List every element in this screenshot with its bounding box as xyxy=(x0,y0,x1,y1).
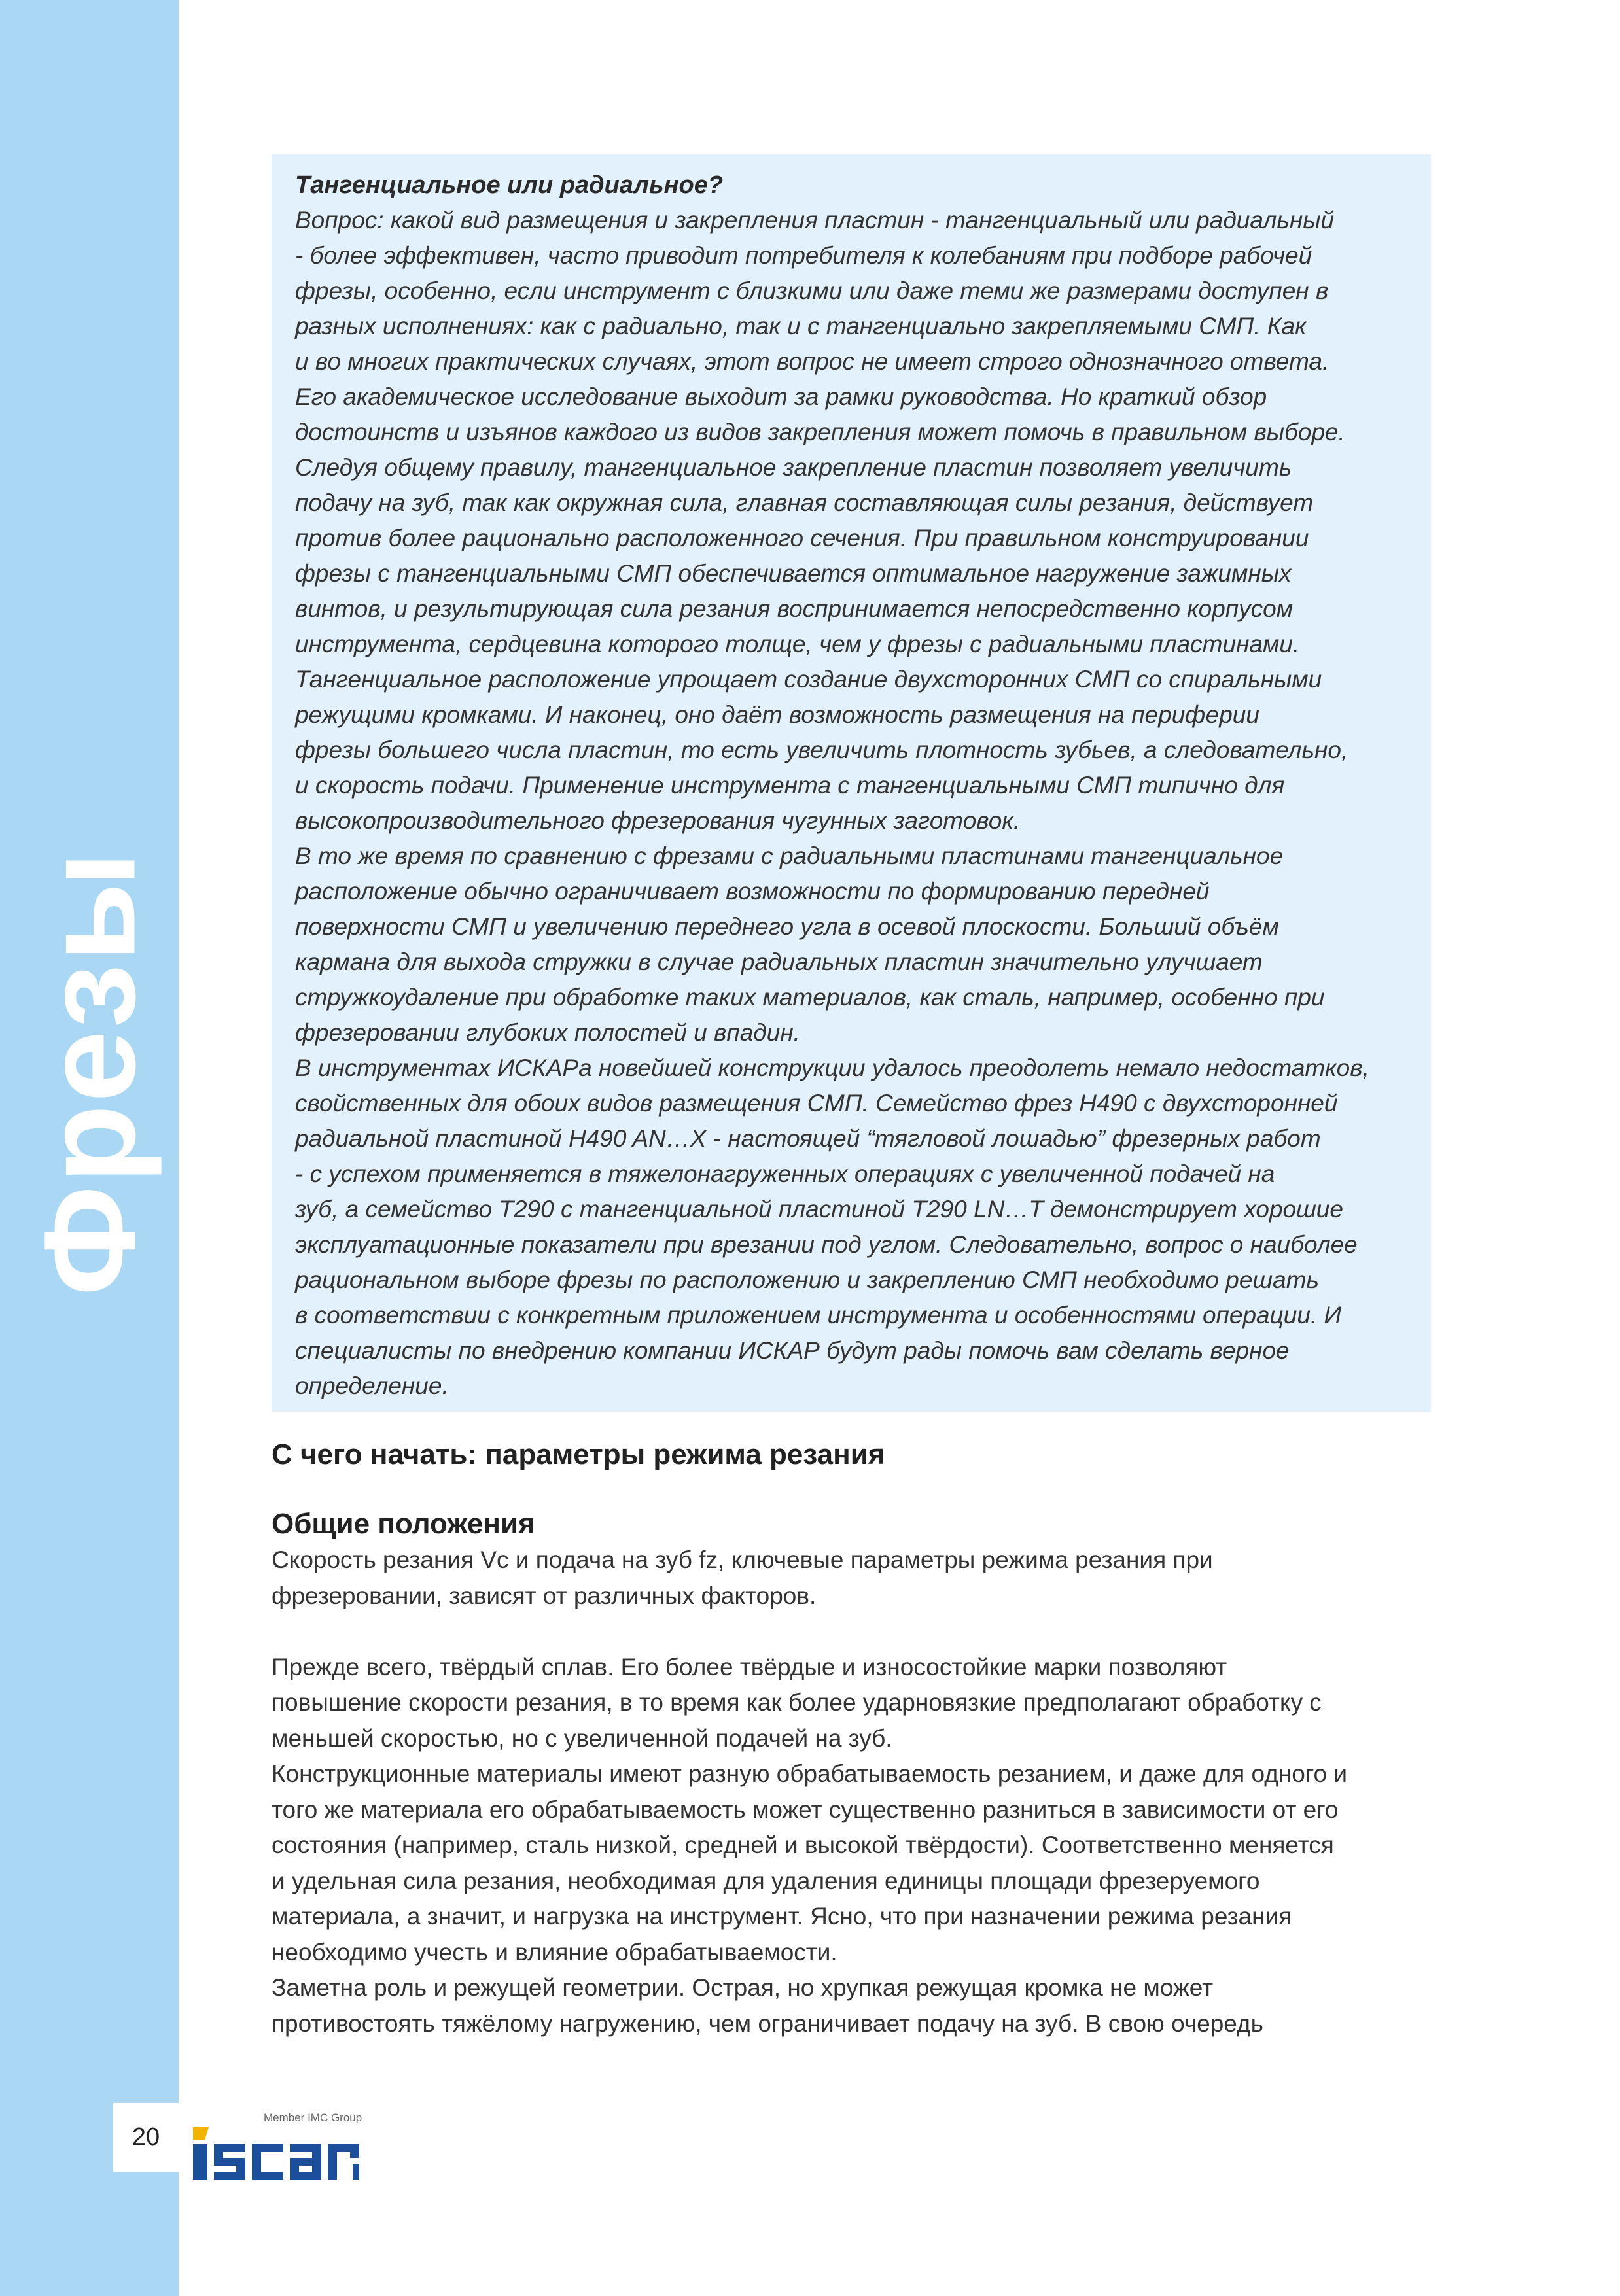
callout-text-line: В то же время по сравнению с фрезами с радиальными пластинами тангенциальное xyxy=(295,843,1284,869)
paragraph-line: того же материала его обрабатываемость может существенно разниться в зависимости от его xyxy=(272,1796,1339,1823)
callout-text-line: и скорость подачи. Применение инструмента с тангенциальными СМП типично для xyxy=(295,772,1285,799)
paragraph-line: меньшей скоростью, но с увеличенной подачей на зуб. xyxy=(272,1724,892,1752)
callout-text-line: Следуя общему правилу, тангенциальное закрепление пластин позволяет увеличить xyxy=(295,454,1292,481)
paragraph-line: фрезеровании, зависят от различных факторов. xyxy=(272,1582,817,1609)
callout-text-line: В инструментах ИСКАРа новейшей конструкции удалось преодолеть немало недостатков, xyxy=(295,1054,1369,1081)
paragraph-line: состояния (например, сталь низкой, средней и высокой твёрдости). Соответственно меняется xyxy=(272,1832,1334,1858)
callout-text-line: подачу на зуб, так как окружная сила, главная составляющая силы резания, действует xyxy=(295,489,1314,516)
callout-text-line: специалисты по внедрению компании ИСКАР будут рады помочь вам сделать верное xyxy=(295,1337,1290,1364)
callout-text-line: Его академическое исследование выходит за рамки руководства. Но краткий обзор xyxy=(295,383,1267,410)
callout-text-line: свойственных для обоих видов размещения СМП. Семейство фрез H490 с двухсторонней xyxy=(295,1090,1338,1117)
callout-text-line: режущими кромками. И наконец, оно даёт возможность размещения на периферии xyxy=(295,701,1259,728)
iscar-logo xyxy=(192,2112,388,2183)
paragraph-line: Конструкционные материалы имеют разную обрабатываемость резанием, и даже для одного и xyxy=(272,1760,1348,1787)
callout-text-line: высокопроизводительного фрезерования чугунных заготовок. xyxy=(295,807,1021,834)
callout-text-line: эксплуатационные показатели при врезании под углом. Следовательно, вопрос о наиболее xyxy=(295,1231,1358,1258)
paragraph-line: материала, а значит, и нагрузка на инструмент. Ясно, что при назначении режима резания xyxy=(272,1903,1292,1930)
callout-text-line: в соответствии с конкретным приложением инструмента и особенностями операции. И xyxy=(295,1302,1341,1329)
callout-text-line: фрезеровании глубоких полостей и впадин. xyxy=(295,1019,800,1046)
page-number: 20 xyxy=(113,2103,179,2172)
section-side-title: Фрезы xyxy=(17,849,162,1296)
paragraph-line: Скорость резания Vc и подача на зуб fz, ключевые параметры режима резания при xyxy=(272,1546,1213,1573)
callout-text-line: против более рационально расположенного сечения. При правильном конструировании xyxy=(295,525,1309,551)
callout-text-line: разных исполнениях: как с радиально, так и с тангенциально закрепляемыми СМП. Как xyxy=(295,313,1307,339)
paragraph-line: необходимо учесть и влияние обрабатываемости. xyxy=(272,1938,837,1966)
callout-text-line: и во многих практических случаях, этот вопрос не имеет строго однозначного ответа. xyxy=(295,348,1329,375)
info-callout-box xyxy=(272,154,1431,1412)
callout-text-line: - с успехом применяется в тяжелонагруженных операциях с увеличенной подачей на xyxy=(295,1160,1275,1187)
paragraph-details xyxy=(272,1650,1431,2042)
paragraph-line: противостоять тяжёлому нагружению, чем ограничивает подачу на зуб. В свою очередь xyxy=(272,2009,1263,2037)
callout-text-line: рациональном выборе фрезы по расположению и закреплению СМП необходимо решать xyxy=(295,1266,1319,1293)
logo-tagline: Member IMC Group xyxy=(264,2112,362,2124)
callout-title: Тангенциальное или радиальное? xyxy=(295,171,724,199)
callout-text-line: достоинств и изъянов каждого из видов закрепления может помочь в правильном выборе. xyxy=(295,419,1345,445)
callout-text-line: определение. xyxy=(295,1372,449,1399)
main-content xyxy=(272,1436,1431,2042)
callout-text-line: расположение обычно ограничивает возможности по формированию передней xyxy=(295,878,1210,905)
callout-text-line: винтов, и результирующая сила резания воспринимается непосредственно корпусом xyxy=(295,595,1294,622)
paragraph-line: Прежде всего, твёрдый сплав. Его более твёрдые и износостойкие марки позволяют xyxy=(272,1653,1227,1680)
callout-text xyxy=(295,203,1407,1404)
paragraph-line: повышение скорости резания, в то время как более ударновязкие предполагают обработку с xyxy=(272,1689,1322,1716)
callout-text-line: зуб, а семейство T290 с тангенциальной пластиной T290 LN…T демонстрирует хорошие xyxy=(295,1196,1343,1223)
paragraph-gap xyxy=(272,1614,1431,1650)
callout-text-line: поверхности СМП и увеличению переднего угла в осевой плоскости. Больший объём xyxy=(295,913,1279,940)
callout-text-line: фрезы, особенно, если инструмент с близкими или даже теми же размерами доступен в xyxy=(295,277,1329,304)
paragraph-line: Заметна роль и режущей геометрии. Острая, но хрупкая режущая кромка не может xyxy=(272,1974,1214,2001)
callout-text-line: Вопрос: какой вид размещения и закрепления пластин - тангенциальный или радиальный xyxy=(295,207,1335,234)
section-subheading: Общие положения xyxy=(272,1508,535,1540)
paragraph-line: и удельная сила резания, необходимая для удаления единицы площади фрезеруемого xyxy=(272,1867,1260,1894)
callout-text-line: стружкоудаление при обработке таких материалов, как сталь, например, особенно при xyxy=(295,984,1325,1011)
callout-text-line: - более эффективен, часто приводит потребителя к колебаниям при подборе рабочей xyxy=(295,242,1312,269)
callout-text-line: фрезы большего числа пластин, то есть увеличить плотность зубьев, а следовательно, xyxy=(295,737,1348,763)
callout-text-line: инструмента, сердцевина которого толще, чем у фрезы с радиальными пластинами. xyxy=(295,631,1300,657)
section-heading: С чего начать: параметры режима резания xyxy=(272,1438,885,1470)
callout-text-line: Тангенциальное расположение упрощает создание двухсторонних СМП со спиральными xyxy=(295,666,1322,693)
paragraph-intro xyxy=(272,1542,1431,1614)
callout-text-line: кармана для выхода стружки в случае радиальных пластин значительно улучшает xyxy=(295,948,1263,975)
callout-text-line: радиальной пластиной H490 AN…X - настоящей “тягловой лошадью” фрезерных работ xyxy=(295,1125,1321,1152)
callout-text-line: фрезы с тангенциальными СМП обеспечивается оптимальное нагружение зажимных xyxy=(295,560,1292,587)
